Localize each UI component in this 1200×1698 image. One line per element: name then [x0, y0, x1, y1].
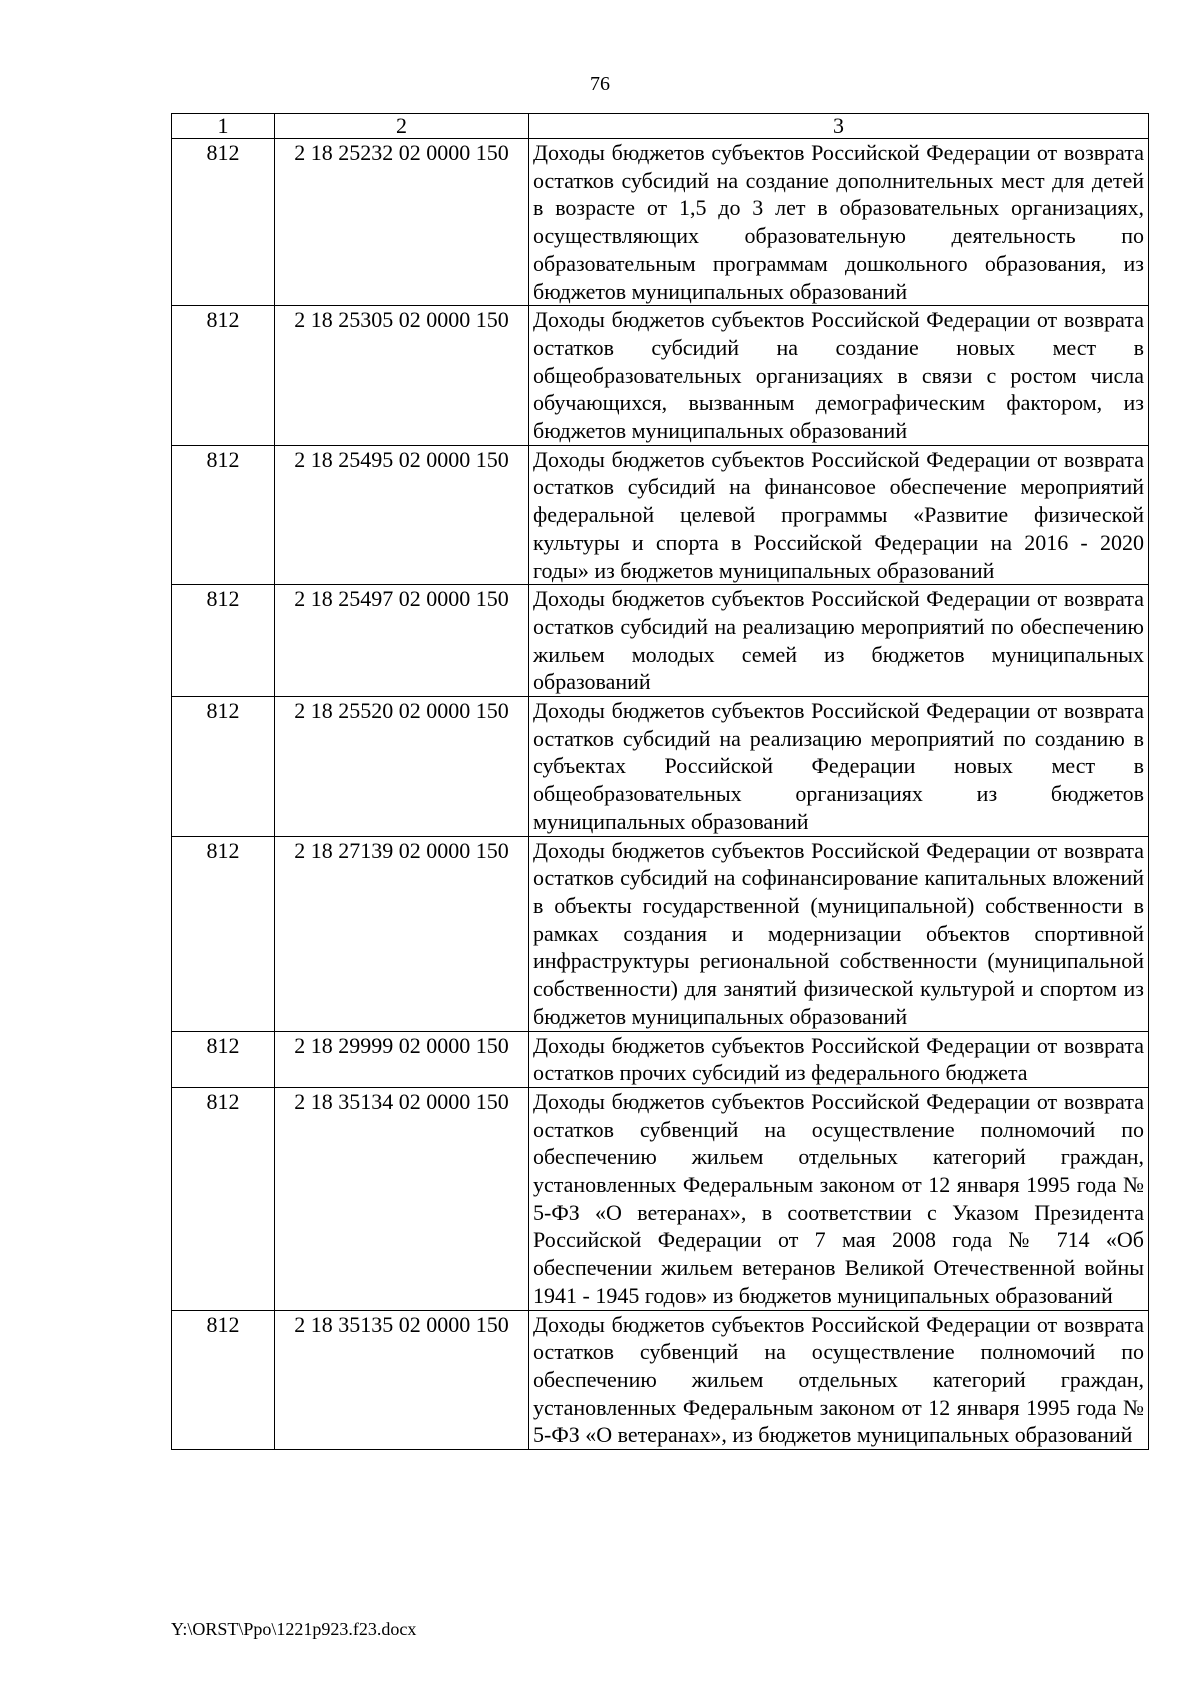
file-path-footer: Y:\ORST\Ppo\1221p923.f23.docx — [171, 1619, 417, 1639]
kbk-code-cell: 2 18 25232 02 0000 150 — [275, 139, 529, 306]
column-header-2: 2 — [275, 114, 529, 139]
page-number: 76 — [590, 73, 610, 95]
description-cell: Доходы бюджетов субъектов Российской Федерации от возврата остатков прочих субсидий из федерального бюджета — [529, 1031, 1149, 1087]
kbk-code-cell: 2 18 25495 02 0000 150 — [275, 445, 529, 585]
table-row — [172, 306, 1149, 446]
description-cell: Доходы бюджетов субъектов Российской Федерации от возврата остатков субсидий на реализацию мероприятий по обеспечению жильем молодых семей из бюджетов муниципальных образований — [529, 585, 1149, 697]
description-cell: Доходы бюджетов субъектов Российской Федерации от возврата остатков субсидий на создание дополнительных мест для детей в возрасте от 1,5 до 3 лет в образовательных организациях, осуществляющих образовательную деятельность по образовательным программам дошкольного образования, из бюджетов муниципальных образований — [529, 139, 1149, 306]
description-cell: Доходы бюджетов субъектов Российской Федерации от возврата остатков субвенций на осуществление полномочий по обеспечению жильем отдельных категорий граждан, установленных Федеральным законом от 12 января 1995 года № 5-ФЗ «О ветеранах», из бюджетов муниципальных образований — [529, 1310, 1149, 1450]
table-header-row — [172, 114, 1149, 139]
admin-code-cell: 812 — [172, 836, 275, 1031]
admin-code-cell: 812 — [172, 445, 275, 585]
admin-code-cell: 812 — [172, 1031, 275, 1087]
table-row — [172, 1031, 1149, 1087]
kbk-code-cell: 2 18 35135 02 0000 150 — [275, 1310, 529, 1450]
column-header-3: 3 — [529, 114, 1149, 139]
description-cell: Доходы бюджетов субъектов Российской Федерации от возврата остатков субсидий на финансовое обеспечение мероприятий федеральной целевой программы «Развитие физической культуры и спорта в Российской Федерации на 2016 - 2020 годы» из бюджетов муниципальных образований — [529, 445, 1149, 585]
table-row — [172, 1310, 1149, 1450]
kbk-code-cell: 2 18 25520 02 0000 150 — [275, 697, 529, 837]
description-cell: Доходы бюджетов субъектов Российской Федерации от возврата остатков субсидий на создание новых мест в общеобразовательных организациях в связи с ростом числа обучающихся, вызванным демографическим фактором, из бюджетов муниципальных образований — [529, 306, 1149, 446]
table-row — [172, 585, 1149, 697]
admin-code-cell: 812 — [172, 139, 275, 306]
description-cell: Доходы бюджетов субъектов Российской Федерации от возврата остатков субвенций на осуществление полномочий по обеспечению жильем отдельных категорий граждан, установленных Федеральным законом от 12 января 1995 года № 5-ФЗ «О ветеранах», в соответствии с Указом Президента Российской Федерации от 7 мая 2008 года № 714 «Об обеспечении жильем ветеранов Великой Отечественной войны 1941 - 1945 годов» из бюджетов муниципальных образований — [529, 1087, 1149, 1310]
table-row — [172, 445, 1149, 585]
table-row — [172, 1087, 1149, 1310]
admin-code-cell: 812 — [172, 1310, 275, 1450]
kbk-code-cell: 2 18 29999 02 0000 150 — [275, 1031, 529, 1087]
kbk-code-cell: 2 18 25497 02 0000 150 — [275, 585, 529, 697]
admin-code-cell: 812 — [172, 697, 275, 837]
description-cell: Доходы бюджетов субъектов Российской Федерации от возврата остатков субсидий на софинансирование капитальных вложений в объекты государственной (муниципальной) собственности в рамках создания и модернизации объектов спортивной инфраструктуры региональной собственности (муниципальной собственности) для занятий физической культурой и спортом из бюджетов муниципальных образований — [529, 836, 1149, 1031]
kbk-code-cell: 2 18 25305 02 0000 150 — [275, 306, 529, 446]
revenue-codes-table — [171, 113, 1149, 1450]
admin-code-cell: 812 — [172, 585, 275, 697]
kbk-code-cell: 2 18 35134 02 0000 150 — [275, 1087, 529, 1310]
column-header-1: 1 — [172, 114, 275, 139]
kbk-code-cell: 2 18 27139 02 0000 150 — [275, 836, 529, 1031]
table-row — [172, 139, 1149, 306]
admin-code-cell: 812 — [172, 1087, 275, 1310]
admin-code-cell: 812 — [172, 306, 275, 446]
table-row — [172, 836, 1149, 1031]
description-cell: Доходы бюджетов субъектов Российской Федерации от возврата остатков субсидий на реализацию мероприятий по созданию в субъектах Российской Федерации новых мест в общеобразовательных организациях из бюджетов муниципальных образований — [529, 697, 1149, 837]
table-row — [172, 697, 1149, 837]
